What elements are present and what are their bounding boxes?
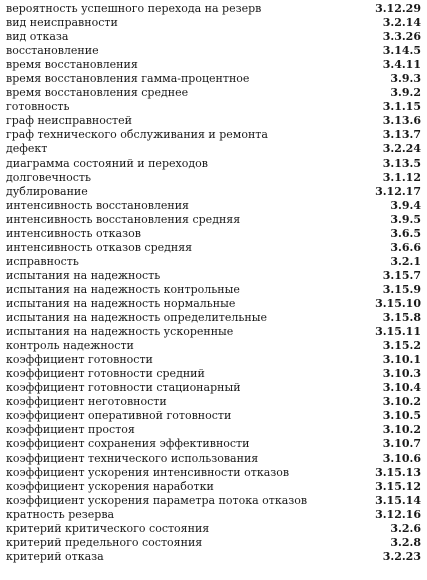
index-clause-number: 3.9.5 [390, 212, 421, 226]
index-term: коэффициент ускорения наработки [6, 479, 214, 493]
index-term: интенсивность восстановления средняя [6, 212, 241, 226]
index-term: критерий критического состояния [6, 521, 210, 535]
index-term: время восстановления гамма-процентное [6, 72, 250, 86]
index-entry [6, 227, 421, 241]
index-clause-number: 3.10.3 [382, 367, 421, 381]
index-term: кратность резерва [6, 507, 115, 521]
index-clause-number: 3.6.5 [390, 226, 421, 240]
index-entry [6, 339, 421, 353]
index-term: критерий предельного состояния [6, 535, 203, 549]
index-clause-number: 3.12.29 [375, 2, 421, 15]
index-term: интенсивность отказов средняя [6, 240, 193, 254]
index-clause-number: 3.15.14 [375, 493, 421, 507]
index-clause-number: 3.15.12 [375, 479, 421, 493]
index-entry [6, 100, 421, 114]
index-term: граф технического обслуживания и ремонта [6, 128, 268, 142]
index-term: долговечность [6, 170, 91, 184]
index-clause-number: 3.13.7 [382, 128, 421, 142]
index-entry [6, 550, 421, 564]
index-term: испытания на надежность контрольные [6, 282, 240, 296]
index-clause-number: 3.9.2 [390, 86, 421, 100]
index-entry [6, 72, 421, 86]
index-term: дефект [6, 142, 48, 156]
index-entry [6, 508, 421, 522]
index-term: коэффициент оперативной готовности [6, 409, 232, 423]
index-clause-number: 3.6.6 [390, 240, 421, 254]
index-clause-number: 3.10.2 [382, 423, 421, 437]
index-clause-number: 3.14.5 [382, 44, 421, 58]
index-term: коэффициент неготовности [6, 395, 167, 409]
index-clause-number: 3.12.17 [375, 184, 421, 198]
index-entry [6, 16, 421, 30]
index-entry [6, 255, 421, 269]
index-clause-number: 3.15.11 [375, 325, 421, 339]
index-clause-number: 3.1.12 [382, 170, 421, 184]
index-clause-number: 3.9.4 [390, 198, 421, 212]
index-clause-number: 3.10.2 [382, 395, 421, 409]
index-entry [6, 423, 421, 437]
index-entry [6, 185, 421, 199]
index-entry [6, 395, 421, 409]
index-clause-number: 3.1.15 [382, 100, 421, 114]
index-term: время восстановления [6, 58, 138, 72]
index-entry [6, 353, 421, 367]
index-clause-number: 3.10.5 [382, 409, 421, 423]
index-term: испытания на надежность определительные [6, 311, 267, 325]
index-clause-number: 3.2.24 [382, 142, 421, 156]
index-term: готовность [6, 100, 70, 114]
index-term: интенсивность отказов [6, 226, 141, 240]
index-entry [6, 452, 421, 466]
index-clause-number: 3.13.5 [382, 156, 421, 170]
index-term: коэффициент ускорения параметра потока отказов [6, 493, 308, 507]
index-term: вид отказа [6, 30, 69, 44]
index-term: критерий отказа [6, 549, 104, 563]
index-entry [6, 58, 421, 72]
index-clause-number: 3.10.6 [382, 451, 421, 465]
index-term: дублирование [6, 184, 88, 198]
index-clause-number: 3.2.23 [382, 549, 421, 563]
index-term: коэффициент готовности средний [6, 367, 205, 381]
index-term: исправность [6, 254, 79, 268]
index-clause-number: 3.2.6 [390, 521, 421, 535]
term-index-list [6, 2, 421, 564]
index-clause-number: 3.2.14 [382, 16, 421, 30]
index-term: вид неисправности [6, 16, 118, 30]
index-term: контроль надежности [6, 339, 134, 353]
index-entry [6, 241, 421, 255]
index-entry [6, 171, 421, 185]
index-entry [6, 325, 421, 339]
index-entry [6, 213, 421, 227]
index-term: испытания на надежность нормальные [6, 296, 236, 310]
index-entry [6, 269, 421, 283]
index-entry [6, 283, 421, 297]
index-entry [6, 494, 421, 508]
index-clause-number: 3.4.11 [382, 58, 421, 72]
index-entry [6, 536, 421, 550]
index-term: коэффициент простоя [6, 423, 135, 437]
index-clause-number: 3.15.7 [382, 268, 421, 282]
index-term: вероятность успешного перехода на резерв [6, 2, 262, 15]
index-clause-number: 3.10.7 [382, 437, 421, 451]
index-entry [6, 409, 421, 423]
index-entry [6, 297, 421, 311]
index-entry [6, 142, 421, 156]
index-clause-number: 3.2.1 [390, 254, 421, 268]
index-term: коэффициент сохранения эффективности [6, 437, 250, 451]
index-entry [6, 157, 421, 171]
index-entry [6, 381, 421, 395]
index-term: диаграмма состояний и переходов [6, 156, 208, 170]
index-term: интенсивность восстановления [6, 198, 189, 212]
index-entry [6, 30, 421, 44]
index-entry [6, 466, 421, 480]
index-entry [6, 199, 421, 213]
index-entry [6, 522, 421, 536]
index-term: коэффициент готовности стационарный [6, 381, 241, 395]
index-clause-number: 3.2.8 [390, 535, 421, 549]
index-entry [6, 2, 421, 16]
index-entry [6, 367, 421, 381]
index-term: граф неисправностей [6, 114, 132, 128]
index-entry [6, 437, 421, 451]
index-clause-number: 3.13.6 [382, 114, 421, 128]
index-clause-number: 3.15.8 [382, 311, 421, 325]
index-clause-number: 3.15.2 [382, 339, 421, 353]
index-term: коэффициент технического использования [6, 451, 259, 465]
index-term: время восстановления среднее [6, 86, 189, 100]
index-entry [6, 86, 421, 100]
index-clause-number: 3.15.13 [375, 465, 421, 479]
index-entry [6, 114, 421, 128]
index-clause-number: 3.10.4 [382, 381, 421, 395]
index-clause-number: 3.9.3 [390, 72, 421, 86]
index-term: испытания на надежность ускоренные [6, 325, 234, 339]
index-entry [6, 128, 421, 142]
index-clause-number: 3.10.1 [382, 353, 421, 367]
index-entry [6, 44, 421, 58]
index-term: коэффициент ускорения интенсивности отказов [6, 465, 290, 479]
index-clause-number: 3.15.10 [375, 296, 421, 310]
index-term: восстановление [6, 44, 99, 58]
index-term: коэффициент готовности [6, 353, 153, 367]
index-entry [6, 480, 421, 494]
index-clause-number: 3.15.9 [382, 282, 421, 296]
index-clause-number: 3.3.26 [382, 30, 421, 44]
index-term: испытания на надежность [6, 268, 161, 282]
index-entry [6, 311, 421, 325]
index-clause-number: 3.12.16 [375, 507, 421, 521]
